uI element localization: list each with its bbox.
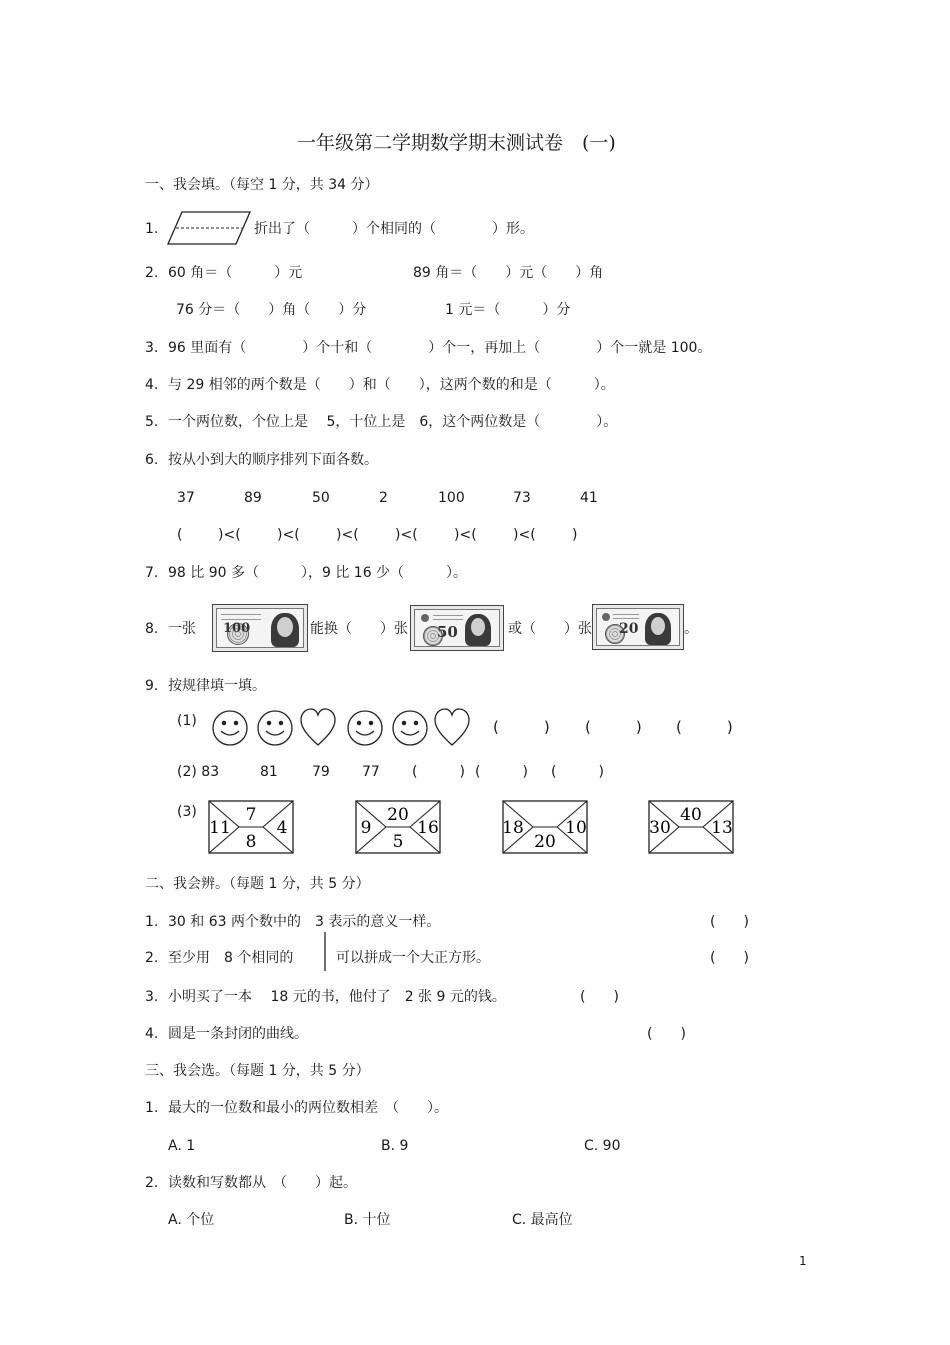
s2-q2-text-a: 至少用 8 个相同的 [168, 950, 294, 966]
s3-q1-option-a: A. 1 [168, 1138, 196, 1154]
q6-blank: )<( [218, 527, 241, 543]
s2-q1-answer: ( ) [710, 914, 749, 930]
s3-q2-text: 读数和写数都从 （ ）起。 [168, 1175, 357, 1191]
q2-part-b: 89 角＝（ ）元（ ）角 [413, 265, 604, 281]
envelope-right-number: 16 [417, 818, 439, 838]
q8-text-2: 能换（ ）张 [310, 621, 408, 637]
q9-sub2-blank: ( ) [551, 764, 604, 780]
section-2-heading: 二、我会辨。（每题 1 分，共 5 分） [145, 876, 370, 892]
q8-number: 8. [145, 621, 159, 637]
envelope-puzzle-2 [355, 800, 441, 854]
envelope-left-number: 11 [209, 818, 231, 838]
q9-sub2-blank: ( ) [412, 764, 465, 780]
section-3-heading: 三、我会选。（每题 1 分，共 5 分） [145, 1063, 370, 1079]
s3-q2-option-c: C. 最高位 [512, 1212, 573, 1228]
envelope-right-number: 4 [276, 818, 288, 838]
s2-q3-answer: ( ) [580, 989, 619, 1005]
q6-number-item: 89 [244, 490, 262, 506]
q3-number: 3. [145, 340, 159, 356]
s2-q3-text: 小明买了一本 18 元的书，他付了 2 张 9 元的钱。 [168, 989, 506, 1005]
envelope-right-number: 10 [565, 818, 587, 838]
q6-number: 6. [145, 452, 159, 468]
q6-blank: )<( [277, 527, 300, 543]
q6-blank: )<( [336, 527, 359, 543]
s2-q2-answer: ( ) [710, 950, 749, 966]
page-title: 一年级第二学期数学期末测试卷 (一) [297, 132, 616, 154]
smiley-face-icon [393, 711, 427, 745]
heart-icon [435, 709, 469, 745]
q6-number-item: 37 [177, 490, 195, 506]
banknote-100-image [212, 604, 308, 652]
q7-text: 98 比 90 多（ ），9 比 16 少（ ）。 [168, 565, 468, 581]
banknote-50-value: 50 [437, 623, 458, 641]
q9-pattern-shapes [210, 708, 470, 748]
q9-sub3-label: (3) [177, 804, 197, 820]
smiley-face-icon [348, 711, 382, 745]
q6-number-item: 50 [312, 490, 330, 506]
s2-q3-number: 3. [145, 989, 159, 1005]
q6-number-item: 100 [438, 490, 465, 506]
q6-blank: )<( [513, 527, 536, 543]
s3-q2-option-a: A. 个位 [168, 1212, 215, 1228]
banknote-20-image [592, 604, 684, 650]
envelope-left-number: 9 [360, 818, 372, 838]
q4-number: 4. [145, 377, 159, 393]
q2-part-a: 60 角＝（ ）元 [168, 265, 303, 281]
s3-q2-number: 2. [145, 1175, 159, 1191]
q2-part-d: 1 元＝（ ）分 [445, 302, 571, 318]
q3-text: 96 里面有（ ）个十和（ ）个一，再加上（ ）个一就是 100。 [168, 340, 712, 356]
page-number: 1 [799, 1254, 807, 1268]
envelope-bottom-number: 5 [392, 832, 404, 852]
rectangle-edge-figure [323, 931, 329, 973]
q1-number: 1. [145, 221, 159, 237]
q4-text: 与 29 相邻的两个数是（ ）和（ ），这两个数的和是（ ）。 [168, 377, 615, 393]
banknote-20-value: 20 [619, 621, 639, 637]
banknote-100-value: 100 [223, 621, 251, 636]
q5-text: 一个两位数，个位上是 5，十位上是 6，这个两位数是（ ）。 [168, 414, 618, 430]
envelope-puzzle-1 [208, 800, 294, 854]
q9-sub1-blank: ( ) [676, 718, 733, 736]
q9-sub2-number: 79 [312, 764, 330, 780]
envelope-puzzle-4 [648, 800, 734, 854]
envelope-bottom-number: 8 [245, 832, 257, 852]
s2-q1-text: 30 和 63 两个数中的 3 表示的意义一样。 [168, 914, 441, 930]
s2-q4-number: 4. [145, 1026, 159, 1042]
q9-sub1-blank: ( ) [585, 718, 642, 736]
q9-sub1-label: (1) [177, 713, 197, 729]
q6-number-item: 41 [580, 490, 598, 506]
s2-q2-text-b: 可以拼成一个大正方形。 [336, 950, 490, 966]
smiley-face-icon [213, 711, 247, 745]
s3-q1-option-b: B. 9 [381, 1138, 409, 1154]
smiley-face-icon [258, 711, 292, 745]
q6-blank: )<( [395, 527, 418, 543]
s2-q2-number: 2. [145, 950, 159, 966]
envelope-top-number: 7 [245, 805, 257, 825]
q8-text-4: 。 [684, 621, 698, 637]
envelope-top-number: 40 [680, 805, 702, 825]
envelope-bottom-number: 20 [534, 832, 556, 852]
q8-text-1: 一张 [168, 621, 196, 637]
envelope-left-number: 30 [649, 818, 671, 838]
q6-number-item: 73 [513, 490, 531, 506]
q9-sub2-number: 81 [260, 764, 278, 780]
q6-blank: ( [177, 527, 183, 543]
s2-q4-answer: ( ) [647, 1026, 686, 1042]
q9-sub2-number: 77 [362, 764, 380, 780]
envelope-puzzle-3 [502, 800, 588, 854]
q6-blank: )<( [454, 527, 477, 543]
q8-text-3: 或（ ）张 [508, 621, 592, 637]
q9-text: 按规律填一填。 [168, 678, 266, 694]
q9-number: 9. [145, 678, 159, 694]
envelope-right-number: 13 [711, 818, 733, 838]
q5-number: 5. [145, 414, 159, 430]
s2-q1-number: 1. [145, 914, 159, 930]
s3-q1-option-c: C. 90 [584, 1138, 621, 1154]
s2-q4-text: 圆是一条封闭的曲线。 [168, 1026, 308, 1042]
q9-sub2-label: (2) 83 [177, 764, 220, 780]
q9-sub2-blank: ( ) [475, 764, 528, 780]
q6-blank: ) [572, 527, 578, 543]
q1-text: 折出了（ ）个相同的（ ）形。 [254, 221, 534, 237]
q7-number: 7. [145, 565, 159, 581]
banknote-50-image [410, 605, 504, 651]
envelope-top-number: 20 [387, 805, 409, 825]
s3-q1-text: 最大的一位数和最小的两位数相差 （ ）。 [168, 1100, 448, 1116]
q6-text: 按从小到大的顺序排列下面各数。 [168, 452, 378, 468]
q2-part-c: 76 分＝（ ）角（ ）分 [176, 302, 367, 318]
s3-q2-option-b: B. 十位 [344, 1212, 391, 1228]
q6-number-item: 2 [379, 490, 388, 506]
envelope-left-number: 18 [502, 818, 524, 838]
q9-sub1-blank: ( ) [493, 718, 550, 736]
heart-icon [301, 709, 335, 745]
section-1-heading: 一、我会填。（每空 1 分，共 34 分） [145, 177, 379, 193]
q2-number: 2. [145, 265, 159, 281]
s3-q1-number: 1. [145, 1100, 159, 1116]
parallelogram-figure [166, 210, 252, 246]
